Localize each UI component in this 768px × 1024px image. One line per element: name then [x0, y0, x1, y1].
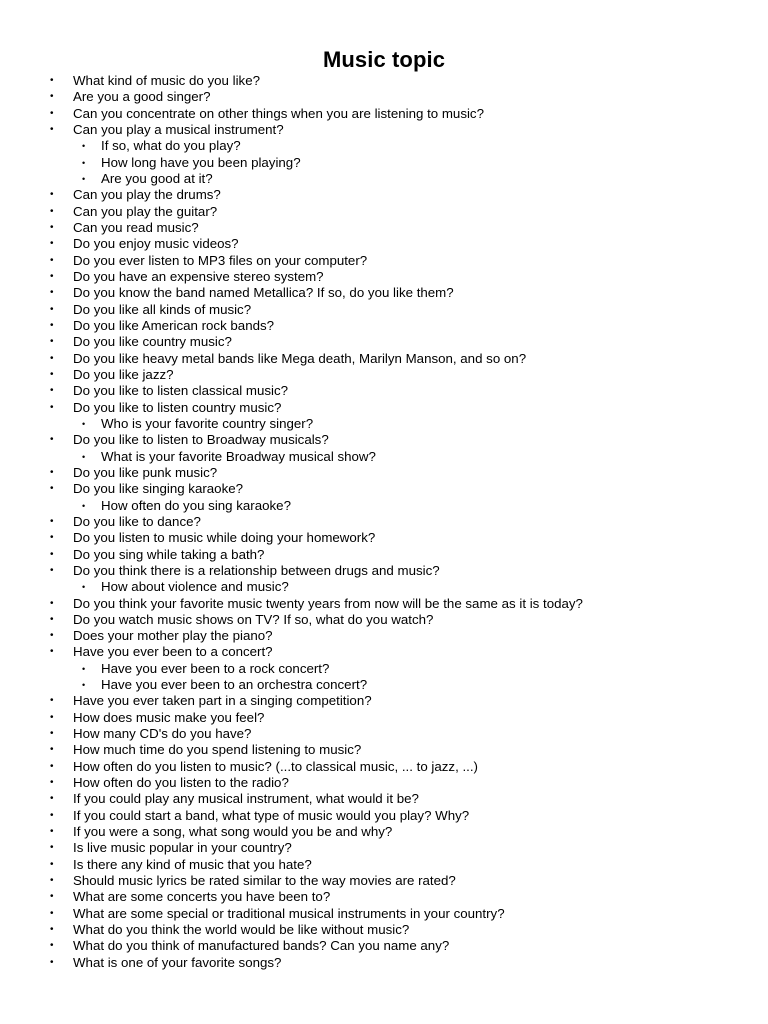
- question-item: [0, 759, 768, 775]
- question-item: [0, 922, 768, 938]
- bullet-icon: •: [50, 287, 54, 299]
- question-text: Have you ever been to an orchestra concert?: [101, 677, 368, 693]
- bullet-icon: •: [50, 940, 54, 952]
- bullet-icon: •: [50, 711, 54, 723]
- bullet-icon: •: [50, 548, 54, 560]
- question-item: [0, 596, 768, 612]
- bullet-icon: •: [50, 777, 54, 789]
- question-item: [0, 514, 768, 530]
- question-text: Do you like jazz?: [73, 366, 174, 382]
- bullet-icon: •: [50, 630, 54, 642]
- question-text: Do you like all kinds of music?: [73, 301, 252, 317]
- question-item: [0, 253, 768, 269]
- question-item: [0, 726, 768, 742]
- bullet-icon: •: [50, 385, 54, 397]
- bullet-icon: •: [50, 744, 54, 756]
- question-list: [0, 73, 768, 971]
- bullet-icon: •: [50, 515, 54, 527]
- bullet-icon: •: [50, 809, 54, 821]
- question-item: [0, 857, 768, 873]
- bullet-icon: •: [50, 401, 54, 413]
- question-text: What is your favorite Broadway musical show?: [101, 448, 376, 464]
- question-text: Are you good at it?: [101, 170, 213, 186]
- question-item: [0, 955, 768, 971]
- bullet-icon: •: [50, 270, 54, 282]
- question-item: [0, 775, 768, 791]
- question-text: Have you ever been to a rock concert?: [101, 660, 330, 676]
- question-text: Do you watch music shows on TV? If so, what do you watch?: [73, 611, 434, 627]
- question-item: [0, 693, 768, 709]
- question-item: [0, 906, 768, 922]
- bullet-icon: •: [50, 319, 54, 331]
- question-item: [0, 612, 768, 628]
- question-text: How about violence and music?: [101, 579, 289, 595]
- question-item: [0, 351, 768, 367]
- question-text: How long have you been playing?: [101, 154, 301, 170]
- bullet-icon: •: [50, 238, 54, 250]
- question-item: [0, 873, 768, 889]
- question-text: How many CD's do you have?: [73, 726, 252, 742]
- question-item: [0, 840, 768, 856]
- question-item: [0, 318, 768, 334]
- question-text: Is there any kind of music that you hate?: [73, 856, 312, 872]
- bullet-icon: •: [50, 875, 54, 887]
- question-text: How much time do you spend listening to music?: [73, 742, 362, 758]
- bullet-icon: •: [50, 123, 54, 135]
- question-text: Have you ever taken part in a singing competition?: [73, 693, 372, 709]
- question-text: Does your mother play the piano?: [73, 628, 273, 644]
- bullet-icon: •: [50, 646, 54, 658]
- question-text: What is one of your favorite songs?: [73, 954, 282, 970]
- bullet-icon: •: [50, 858, 54, 870]
- question-item: [0, 432, 768, 448]
- bullet-icon: •: [82, 418, 86, 429]
- question-item: [0, 481, 768, 497]
- question-text: What do you think of manufactured bands? Can you name any?: [73, 938, 450, 954]
- sub-question-item: [0, 579, 768, 595]
- bullet-icon: •: [82, 173, 86, 184]
- question-item: [0, 628, 768, 644]
- question-item: [0, 204, 768, 220]
- question-text: Do you like singing karaoke?: [73, 481, 244, 497]
- question-item: [0, 367, 768, 383]
- question-text: Do you like heavy metal bands like Mega death, Marilyn Manson, and so on?: [73, 350, 527, 366]
- question-item: [0, 808, 768, 824]
- question-text: What are some concerts you have been to?: [73, 889, 331, 905]
- question-text: Do you listen to music while doing your homework?: [73, 530, 376, 546]
- question-text: If you could start a band, what type of music would you play? Why?: [73, 807, 470, 823]
- question-item: [0, 89, 768, 105]
- bullet-icon: •: [50, 760, 54, 772]
- question-item: [0, 236, 768, 252]
- question-text: Do you think your favorite music twenty years from now will be the same as it is today?: [73, 595, 583, 611]
- question-text: Do you like punk music?: [73, 464, 218, 480]
- bullet-icon: •: [50, 532, 54, 544]
- bullet-icon: •: [50, 205, 54, 217]
- bullet-icon: •: [50, 466, 54, 478]
- question-text: Do you ever listen to MP3 files on your computer?: [73, 252, 368, 268]
- bullet-icon: •: [50, 695, 54, 707]
- question-text: Do you enjoy music videos?: [73, 236, 239, 252]
- bullet-icon: •: [50, 483, 54, 495]
- question-text: How often do you listen to music? (...to classical music, ... to jazz, ...): [73, 758, 478, 774]
- sub-question-item: [0, 661, 768, 677]
- sub-question-item: [0, 677, 768, 693]
- question-text: Do you have an expensive stereo system?: [73, 268, 324, 284]
- question-text: Do you like country music?: [73, 334, 232, 350]
- question-item: [0, 742, 768, 758]
- bullet-icon: •: [50, 221, 54, 233]
- bullet-icon: •: [50, 956, 54, 968]
- question-text: If so, what do you play?: [101, 138, 241, 154]
- question-text: Should music lyrics be rated similar to the way movies are rated?: [73, 873, 456, 889]
- sub-question-item: [0, 449, 768, 465]
- bullet-icon: •: [50, 107, 54, 119]
- bullet-icon: •: [82, 500, 86, 511]
- question-item: [0, 383, 768, 399]
- question-text: Do you know the band named Metallica? If so, do you like them?: [73, 285, 454, 301]
- bullet-icon: •: [50, 189, 54, 201]
- question-item: [0, 400, 768, 416]
- bullet-icon: •: [50, 564, 54, 576]
- question-text: Do you like to listen country music?: [73, 399, 282, 415]
- question-text: Are you a good singer?: [73, 89, 211, 105]
- bullet-icon: •: [82, 157, 86, 168]
- question-item: [0, 269, 768, 285]
- question-text: Do you like to dance?: [73, 513, 201, 529]
- question-text: Do you like American rock bands?: [73, 317, 275, 333]
- question-item: [0, 106, 768, 122]
- sub-question-item: [0, 171, 768, 187]
- bullet-icon: •: [82, 663, 86, 674]
- question-text: What do you think the world would be like without music?: [73, 922, 410, 938]
- question-item: [0, 122, 768, 138]
- question-item: [0, 220, 768, 236]
- bullet-icon: •: [82, 451, 86, 462]
- bullet-icon: •: [82, 141, 86, 152]
- question-item: [0, 530, 768, 546]
- bullet-icon: •: [50, 842, 54, 854]
- sub-question-item: [0, 138, 768, 154]
- bullet-icon: •: [50, 597, 54, 609]
- bullet-icon: •: [82, 582, 86, 593]
- question-text: Can you read music?: [73, 219, 199, 235]
- bullet-icon: •: [50, 613, 54, 625]
- question-item: [0, 791, 768, 807]
- bullet-icon: •: [50, 924, 54, 936]
- sub-question-item: [0, 498, 768, 514]
- question-text: If you could play any musical instrument, what would it be?: [73, 791, 419, 807]
- question-text: Have you ever been to a concert?: [73, 644, 273, 660]
- question-item: [0, 285, 768, 301]
- bullet-icon: •: [50, 728, 54, 740]
- sub-question-item: [0, 155, 768, 171]
- question-item: [0, 644, 768, 660]
- bullet-icon: •: [50, 75, 54, 86]
- bullet-icon: •: [50, 434, 54, 446]
- question-item: [0, 563, 768, 579]
- sub-question-item: [0, 416, 768, 432]
- question-item: [0, 187, 768, 203]
- question-text: Do you like to listen to Broadway musicals?: [73, 432, 329, 448]
- question-text: Can you concentrate on other things when you are listening to music?: [73, 105, 484, 121]
- bullet-icon: •: [50, 303, 54, 315]
- bullet-icon: •: [82, 680, 86, 691]
- question-text: Can you play the drums?: [73, 187, 221, 203]
- question-item: [0, 302, 768, 318]
- bullet-icon: •: [50, 826, 54, 838]
- question-item: [0, 73, 768, 89]
- question-item: [0, 465, 768, 481]
- question-text: Do you like to listen classical music?: [73, 383, 289, 399]
- question-item: [0, 334, 768, 350]
- document-title: Music topic: [322, 47, 446, 72]
- question-text: Can you play a musical instrument?: [73, 121, 284, 137]
- question-text: Do you think there is a relationship between drugs and music?: [73, 562, 440, 578]
- bullet-icon: •: [50, 907, 54, 919]
- bullet-icon: •: [50, 336, 54, 348]
- bullet-icon: •: [50, 91, 54, 103]
- question-item: [0, 710, 768, 726]
- question-item: [0, 824, 768, 840]
- question-item: [0, 889, 768, 905]
- question-text: How often do you listen to the radio?: [73, 775, 289, 791]
- question-text: How often do you sing karaoke?: [101, 497, 291, 513]
- bullet-icon: •: [50, 352, 54, 364]
- bullet-icon: •: [50, 793, 54, 805]
- question-text: If you were a song, what song would you be and why?: [73, 824, 393, 840]
- question-text: What are some special or traditional musical instruments in your country?: [73, 905, 505, 921]
- question-text: Who is your favorite country singer?: [101, 415, 314, 431]
- question-text: Do you sing while taking a bath?: [73, 546, 265, 562]
- question-item: [0, 547, 768, 563]
- question-item: [0, 938, 768, 954]
- question-text: Is live music popular in your country?: [73, 840, 292, 856]
- bullet-icon: •: [50, 254, 54, 266]
- question-text: What kind of music do you like?: [73, 73, 260, 88]
- bullet-icon: •: [50, 891, 54, 903]
- bullet-icon: •: [50, 368, 54, 380]
- question-text: How does music make you feel?: [73, 709, 265, 725]
- question-text: Can you play the guitar?: [73, 203, 218, 219]
